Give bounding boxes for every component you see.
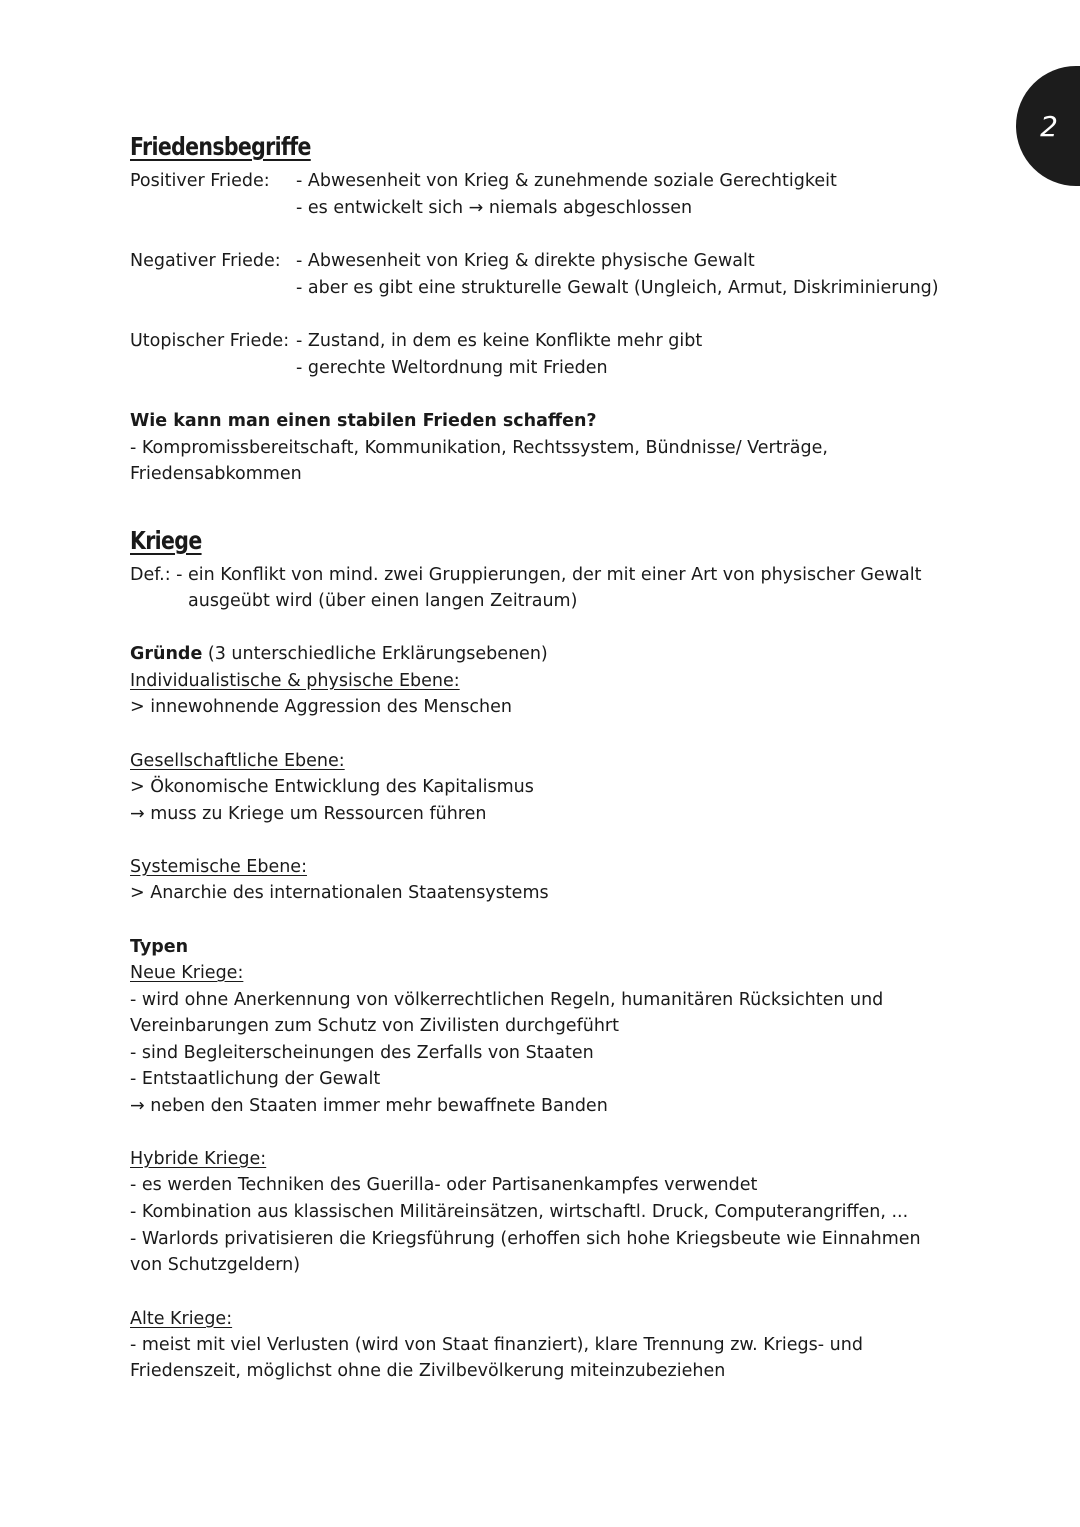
positive-peace-line-1 — [130, 168, 837, 195]
positive-peace-term: Positiver Friede: — [130, 171, 270, 191]
utopian-peace-line-1 — [130, 328, 702, 355]
social-level-line-2: → muss zu Kriege um Ressourcen führen — [130, 804, 487, 824]
social-level-heading: Gesellschaftliche Ebene: — [130, 751, 345, 771]
stable-peace-line-1: - Kompromissbereitschaft, Kommunikation, Rechtssystem, Bündnisse/ Verträge, — [130, 438, 828, 458]
hybrid-wars-line-1: - es werden Techniken des Guerilla- oder Partisanenkampfes verwendet — [130, 1175, 758, 1195]
positive-peace-text-1: - Abwesenheit von Krieg & zunehmende soziale Gerechtigkeit — [296, 171, 837, 191]
negative-peace-text-2: - aber es gibt eine strukturelle Gewalt (Ungleich, Armut, Diskriminierung) — [296, 278, 939, 298]
utopian-peace-text-1: - Zustand, in dem es keine Konflikte mehr gibt — [296, 331, 703, 351]
hybrid-wars-heading: Hybride Kriege: — [130, 1149, 267, 1169]
systemic-level-heading: Systemische Ebene: — [130, 857, 307, 877]
hybrid-wars-line-4: von Schutzgeldern) — [130, 1255, 301, 1275]
hybrid-wars-line-2: - Kombination aus klassischen Militäreinsätzen, wirtschaftl. Druck, Computerangriffen, ... — [130, 1202, 909, 1222]
utopian-peace-term: Utopischer Friede: — [130, 331, 290, 351]
new-wars-line-5: → neben den Staaten immer mehr bewaffnete Banden — [130, 1096, 608, 1116]
definition-line-1: Def.: - ein Konflikt von mind. zwei Gruppierungen, der mit einer Art von physischer Gewalt — [130, 565, 922, 585]
reasons-label: Gründe — [130, 644, 203, 664]
new-wars-line-3: - sind Begleiterscheinungen des Zerfalls von Staaten — [130, 1043, 594, 1063]
heading-friedensbegriffe: Friedensbegriffe — [130, 132, 311, 161]
heading-kriege: Kriege — [130, 526, 202, 555]
new-wars-line-1: - wird ohne Anerkennung von völkerrechtlichen Regeln, humanitären Rücksichten und — [130, 990, 884, 1010]
new-wars-line-2: Vereinbarungen zum Schutz von Zivilisten durchgeführt — [130, 1016, 619, 1036]
reasons-heading — [130, 641, 548, 668]
systemic-level-line-1: > Anarchie des internationalen Staatensystems — [130, 883, 549, 903]
old-wars-line-2: Friedenszeit, möglichst ohne die Zivilbevölkerung miteinzubeziehen — [130, 1361, 726, 1381]
negative-peace-line-1 — [130, 248, 755, 275]
positive-peace-text-2: - es entwickelt sich → niemals abgeschlossen — [296, 198, 693, 218]
stable-peace-line-2: Friedensabkommen — [130, 464, 302, 484]
page-number-tab — [1016, 66, 1080, 186]
reasons-suffix: (3 unterschiedliche Erklärungsebenen) — [202, 644, 548, 664]
utopian-peace-text-2: - gerechte Weltordnung mit Frieden — [296, 358, 608, 378]
negative-peace-text-1: - Abwesenheit von Krieg & direkte physische Gewalt — [296, 251, 755, 271]
social-level-line-1: > Ökonomische Entwicklung des Kapitalismus — [130, 777, 534, 797]
new-wars-heading: Neue Kriege: — [130, 963, 244, 983]
old-wars-heading: Alte Kriege: — [130, 1309, 233, 1329]
types-heading: Typen — [130, 937, 189, 957]
individual-level-heading: Individualistische & physische Ebene: — [130, 671, 460, 691]
individual-level-line-1: > innewohnende Aggression des Menschen — [130, 697, 512, 717]
stable-peace-question: Wie kann man einen stabilen Frieden schaffen? — [130, 411, 597, 431]
new-wars-line-4: - Entstaatlichung der Gewalt — [130, 1069, 381, 1089]
hybrid-wars-line-3: - Warlords privatisieren die Kriegsführung (erhoffen sich hohe Kriegsbeute wie Einnahmen — [130, 1229, 921, 1249]
definition-line-2: ausgeübt wird (über einen langen Zeitraum) — [188, 591, 578, 611]
old-wars-line-1: - meist mit viel Verlusten (wird von Staat finanziert), klare Trennung zw. Kriegs- und — [130, 1335, 863, 1355]
negative-peace-term: Negativer Friede: — [130, 251, 281, 271]
page-number: 2 — [1040, 109, 1058, 143]
